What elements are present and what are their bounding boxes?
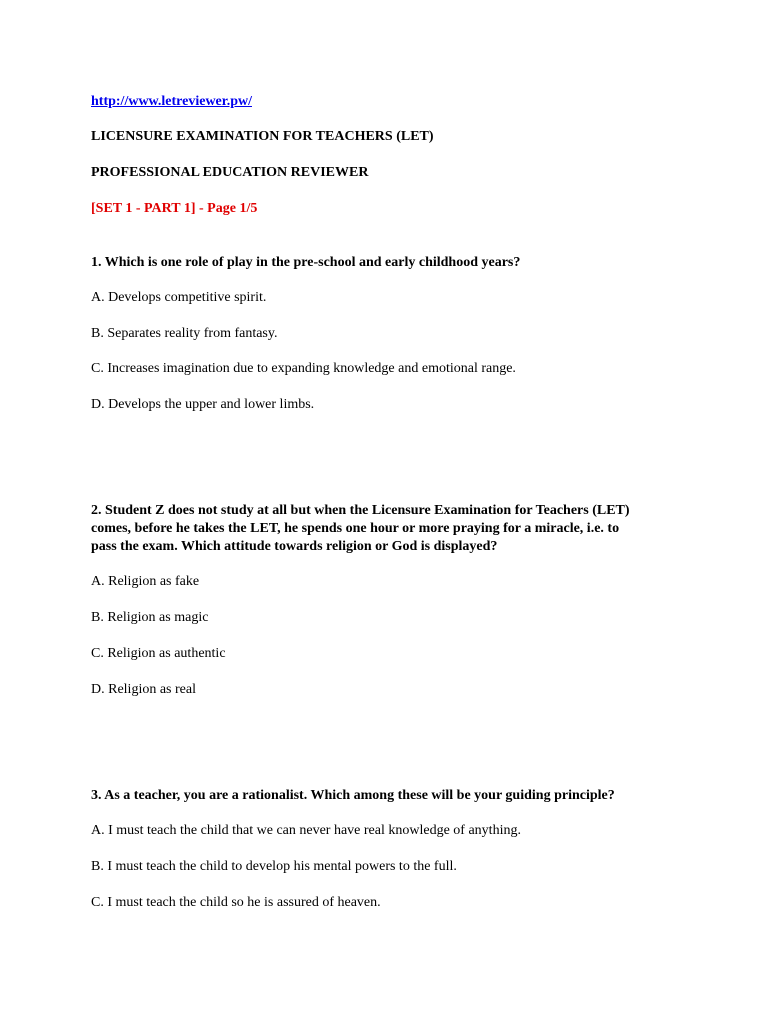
question-1-option-b: B. Separates reality from fantasy. — [91, 326, 278, 341]
question-1-text — [91, 254, 686, 272]
question-line: 1. Which is one role of play in the pre-school and early childhood years? — [91, 255, 521, 270]
question-2-option-d: D. Religion as real — [91, 682, 196, 697]
reviewer-subtitle: PROFESSIONAL EDUCATION REVIEWER — [91, 165, 369, 180]
set-page-label: [SET 1 - PART 1] - Page 1/5 — [91, 201, 258, 216]
question-line: pass the exam. Which attitude towards religion or God is displayed? — [91, 539, 498, 554]
question-line: 3. As a teacher, you are a rationalist. Which among these will be your guiding principle? — [91, 788, 615, 803]
question-3-option-b: B. I must teach the child to develop his mental powers to the full. — [91, 859, 457, 874]
question-line: 2. Student Z does not study at all but when the Licensure Examination for Teachers (LET) — [91, 503, 630, 518]
question-1-option-c: C. Increases imagination due to expanding knowledge and emotional range. — [91, 361, 516, 376]
question-3-option-c: C. I must teach the child so he is assured of heaven. — [91, 895, 381, 910]
question-1-option-a: A. Develops competitive spirit. — [91, 290, 267, 305]
question-2-text — [91, 502, 686, 556]
question-3-text — [91, 787, 686, 805]
question-2-option-c: C. Religion as authentic — [91, 646, 226, 661]
question-2-option-a: A. Religion as fake — [91, 574, 200, 589]
question-3-option-a: A. I must teach the child that we can never have real knowledge of anything. — [91, 823, 521, 838]
question-1-option-d: D. Develops the upper and lower limbs. — [91, 397, 315, 412]
reviewer-site-link[interactable]: http://www.letreviewer.pw/ — [91, 94, 252, 109]
exam-title: LICENSURE EXAMINATION FOR TEACHERS (LET) — [91, 129, 434, 144]
question-2-option-b: B. Religion as magic — [91, 610, 209, 625]
question-line: comes, before he takes the LET, he spends one hour or more praying for a miracle, i.e. to — [91, 521, 620, 536]
